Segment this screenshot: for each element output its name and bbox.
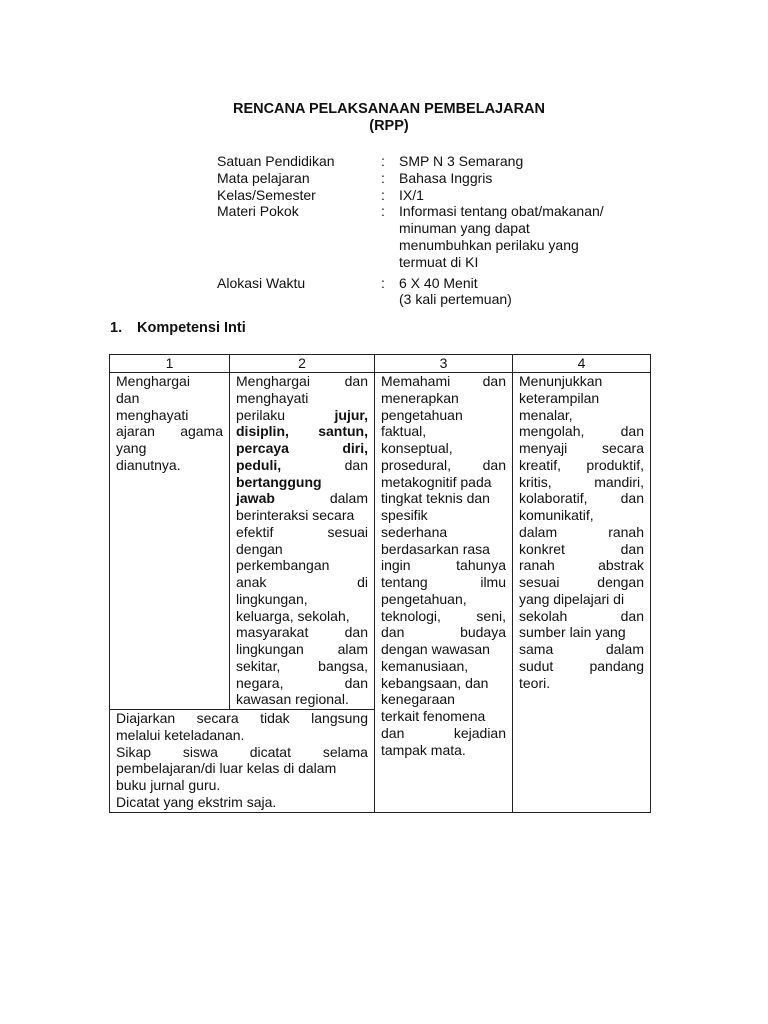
cell-line: keluarga, sekolah, <box>236 607 350 624</box>
cell-line: sama dalam <box>519 641 644 657</box>
info-label: Materi Pokok <box>217 203 299 220</box>
cell-line: masyarakat dan <box>236 624 368 641</box>
cell-line: dalam ranah <box>519 523 644 540</box>
cell-line: Menghargai dan <box>236 373 368 389</box>
cell-line: Menunjukkan <box>519 373 603 389</box>
document-subtitle: (RPP) <box>369 118 409 134</box>
info-label: Mata pelajaran <box>217 169 310 186</box>
info-row <box>217 170 677 187</box>
cell-line: perilaku jujur, <box>236 406 368 423</box>
info-row <box>217 203 677 270</box>
cell-line: konkret dan <box>519 540 644 557</box>
cell-line: disiplin, santun, <box>236 423 368 440</box>
cell-line: percaya diri, <box>236 440 368 456</box>
cell-line: ranah abstrak <box>519 557 644 574</box>
cell-line: konseptual, <box>381 440 453 456</box>
info-separator: : <box>381 186 385 203</box>
ki3-cell <box>375 373 513 813</box>
cell-line: prosedural, dan <box>381 456 506 473</box>
cell-line: sekitar, bangsa, <box>236 657 368 674</box>
cell-line: sumber lain yang <box>519 624 626 641</box>
cell-line: bertanggung <box>236 473 322 490</box>
info-value: Bahasa Inggris <box>399 169 493 186</box>
document-title: RENCANA PELAKSANAAN PEMBELAJARAN <box>232 101 546 117</box>
cell-line: dianutnya. <box>116 456 181 473</box>
cell-line: kolaboratif, dan <box>519 490 644 507</box>
cell-line: tingkat teknis dan <box>381 490 490 507</box>
info-separator: : <box>381 169 385 186</box>
cell-line: menalar, <box>519 406 573 423</box>
cell-line: pembelajaran/di luar kelas di dalam <box>116 760 337 777</box>
cell-line: perkembangan <box>236 557 330 574</box>
cell-line: ajaran agama <box>116 423 223 440</box>
cell-line: yang dipelajari di <box>519 590 625 607</box>
ki2-cell <box>230 373 375 710</box>
info-row <box>217 187 677 204</box>
info-separator: : <box>381 274 385 291</box>
cell-line: komunikatif, <box>519 507 594 523</box>
cell-line: spesifik <box>381 507 428 523</box>
table-row <box>110 373 651 710</box>
cell-line: Diajarkan secara tidak langsung <box>116 710 368 726</box>
header-cell-4: 4 <box>513 355 651 373</box>
cell-line: sesuai dengan <box>519 574 644 590</box>
cell-line: sekolah dan <box>519 607 644 624</box>
section-number: 1. <box>110 320 123 336</box>
info-row <box>217 275 677 309</box>
cell-line: Menghargai <box>116 373 190 389</box>
cell-line: yang <box>116 440 147 456</box>
cell-line: berdasarkan rasa <box>381 540 490 557</box>
info-value: Informasi tentang obat/makanan/ minuman yang dapat menumbuhkan perilaku yang termuat di KI <box>399 203 604 270</box>
cell-line: sudut pandang <box>519 657 644 674</box>
cell-line: dan kejadian <box>381 724 506 741</box>
cell-line: kenegaraan <box>381 691 455 708</box>
cell-line: teknologi, seni, <box>381 607 506 624</box>
cell-line: menerapkan <box>381 389 459 406</box>
info-value: IX/1 <box>399 186 424 203</box>
cell-line: terkait fenomena <box>381 708 486 724</box>
cell-line: ingin tahunya <box>381 557 506 574</box>
cell-line: negara, dan <box>236 674 368 691</box>
identity-block <box>217 153 677 308</box>
header-cell-1: 1 <box>110 355 230 373</box>
cell-line: menyaji secara <box>519 440 644 456</box>
cell-line: anak di <box>236 574 368 590</box>
ki4-cell <box>513 373 651 813</box>
cell-line: dan <box>116 389 140 406</box>
section-title: Kompetensi Inti <box>137 320 246 336</box>
cell-line: kemanusiaan, <box>381 657 469 674</box>
cell-line: peduli, dan <box>236 456 368 473</box>
cell-line: pengetahuan, <box>381 590 467 607</box>
info-value: 6 X 40 Menit (3 kali pertemuan) <box>399 274 512 308</box>
cell-line: tentang ilmu <box>381 574 506 590</box>
cell-line: Memahami dan <box>381 373 506 389</box>
info-label: Alokasi Waktu <box>217 274 306 291</box>
cell-line: lingkungan, <box>236 590 308 607</box>
cell-line: jawab dalam <box>236 490 368 507</box>
table-header-row <box>110 355 651 373</box>
cell-line: faktual, <box>381 423 427 440</box>
cell-line: Sikap siswa dicatat selama <box>116 743 368 760</box>
kompetensi-inti-table <box>109 354 651 813</box>
header-cell-2: 2 <box>230 355 375 373</box>
cell-line: kreatif, produktif, <box>519 456 644 473</box>
header-cell-3: 3 <box>375 355 513 373</box>
info-label: Kelas/Semester <box>217 186 316 203</box>
info-row <box>217 153 677 170</box>
cell-line: tampak mata. <box>381 741 466 758</box>
cell-line: pengetahuan <box>381 406 463 423</box>
cell-line: dan budaya <box>381 624 506 641</box>
cell-line: berinteraksi secara <box>236 507 355 523</box>
info-value: SMP N 3 Semarang <box>399 153 524 169</box>
cell-line: keterampilan <box>519 389 600 406</box>
cell-line: dengan <box>236 540 283 557</box>
info-separator: : <box>381 203 385 220</box>
cell-line: menghayati <box>236 389 309 406</box>
cell-line: lingkungan alam <box>236 641 368 657</box>
cell-line: melalui keteladanan. <box>116 726 245 743</box>
cell-line: efektif sesuai <box>236 523 368 540</box>
cell-line: teori. <box>519 674 551 691</box>
cell-line: buku jurnal guru. <box>116 777 221 793</box>
cell-line: menghayati <box>116 406 189 423</box>
ki1-cell <box>110 373 230 710</box>
cell-line: Dicatat yang ekstrim saja. <box>116 793 277 810</box>
section-heading <box>110 320 246 336</box>
cell-line: dengan wawasan <box>381 641 490 657</box>
cell-line: kritis, mandiri, <box>519 473 644 490</box>
info-label: Satuan Pendidikan <box>217 153 335 169</box>
note-cell <box>110 710 375 813</box>
cell-line: metakognitif pada <box>381 473 492 490</box>
cell-line: kebangsaan, dan <box>381 674 489 691</box>
cell-line: mengolah, dan <box>519 423 644 440</box>
cell-line: kawasan regional. <box>236 691 349 708</box>
info-separator: : <box>381 153 385 169</box>
cell-line: sederhana <box>381 523 448 540</box>
